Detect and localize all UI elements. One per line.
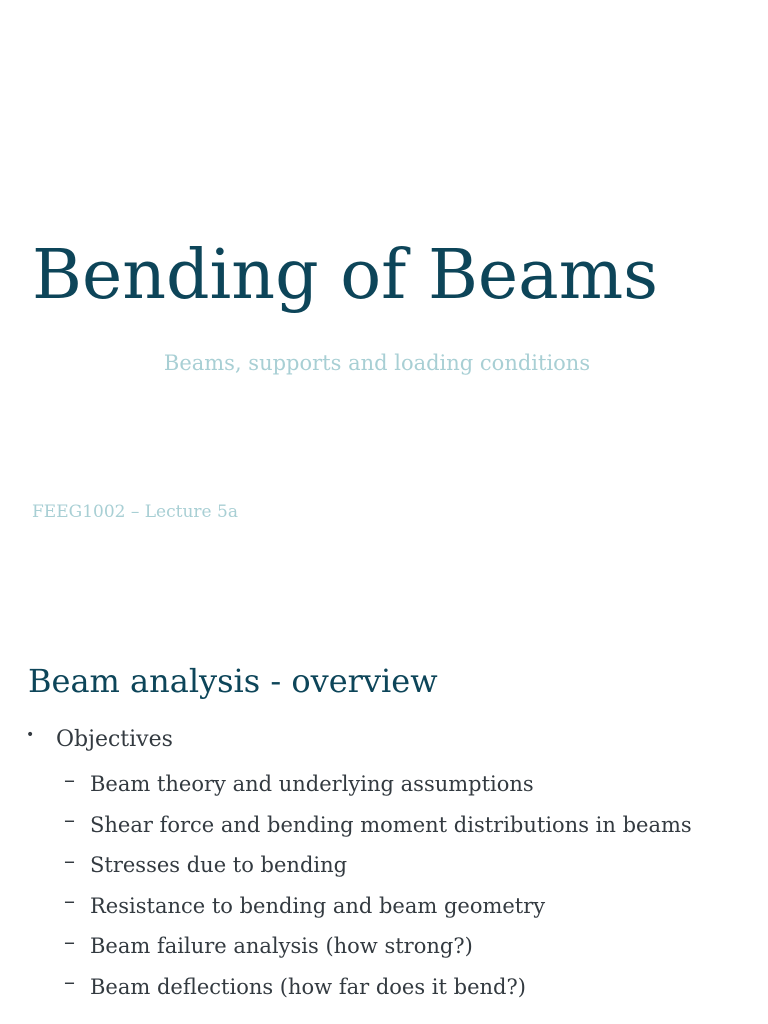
list-item-text: Stresses due to bending <box>90 853 348 878</box>
list-item <box>64 805 692 846</box>
list-item-text: Resistance to bending and beam geometry <box>90 893 546 918</box>
bullet-item-objectives <box>26 720 173 758</box>
list-item-text: Beam theory and underlying assumptions <box>90 772 534 797</box>
dash-icon: – <box>64 970 75 996</box>
list-item <box>64 926 692 967</box>
list-item <box>64 886 692 927</box>
dash-icon: – <box>64 848 75 874</box>
dash-icon: – <box>64 808 75 834</box>
dash-icon: – <box>64 767 75 793</box>
list-item <box>64 764 692 805</box>
dash-icon: – <box>64 889 75 915</box>
list-item <box>64 845 692 886</box>
bullet-label: Objectives <box>56 726 173 752</box>
list-item-text: Beam failure analysis (how strong?) <box>90 934 473 959</box>
list-item <box>64 967 692 1008</box>
slide-title: Bending of Beams <box>32 236 659 315</box>
list-item-text: Beam deflections (how far does it bend?) <box>90 974 526 999</box>
overview-title: Beam analysis - overview <box>28 662 438 700</box>
lecture-label: FEEG1002 – Lecture 5a <box>32 502 238 522</box>
dash-icon: – <box>64 929 75 955</box>
bullet-icon: • <box>26 727 35 743</box>
objectives-list <box>64 764 692 1007</box>
overview-slide <box>0 600 768 1024</box>
slide-subtitle: Beams, supports and loading conditions <box>163 351 591 375</box>
list-item-text: Shear force and bending moment distributions in beams <box>90 812 692 837</box>
